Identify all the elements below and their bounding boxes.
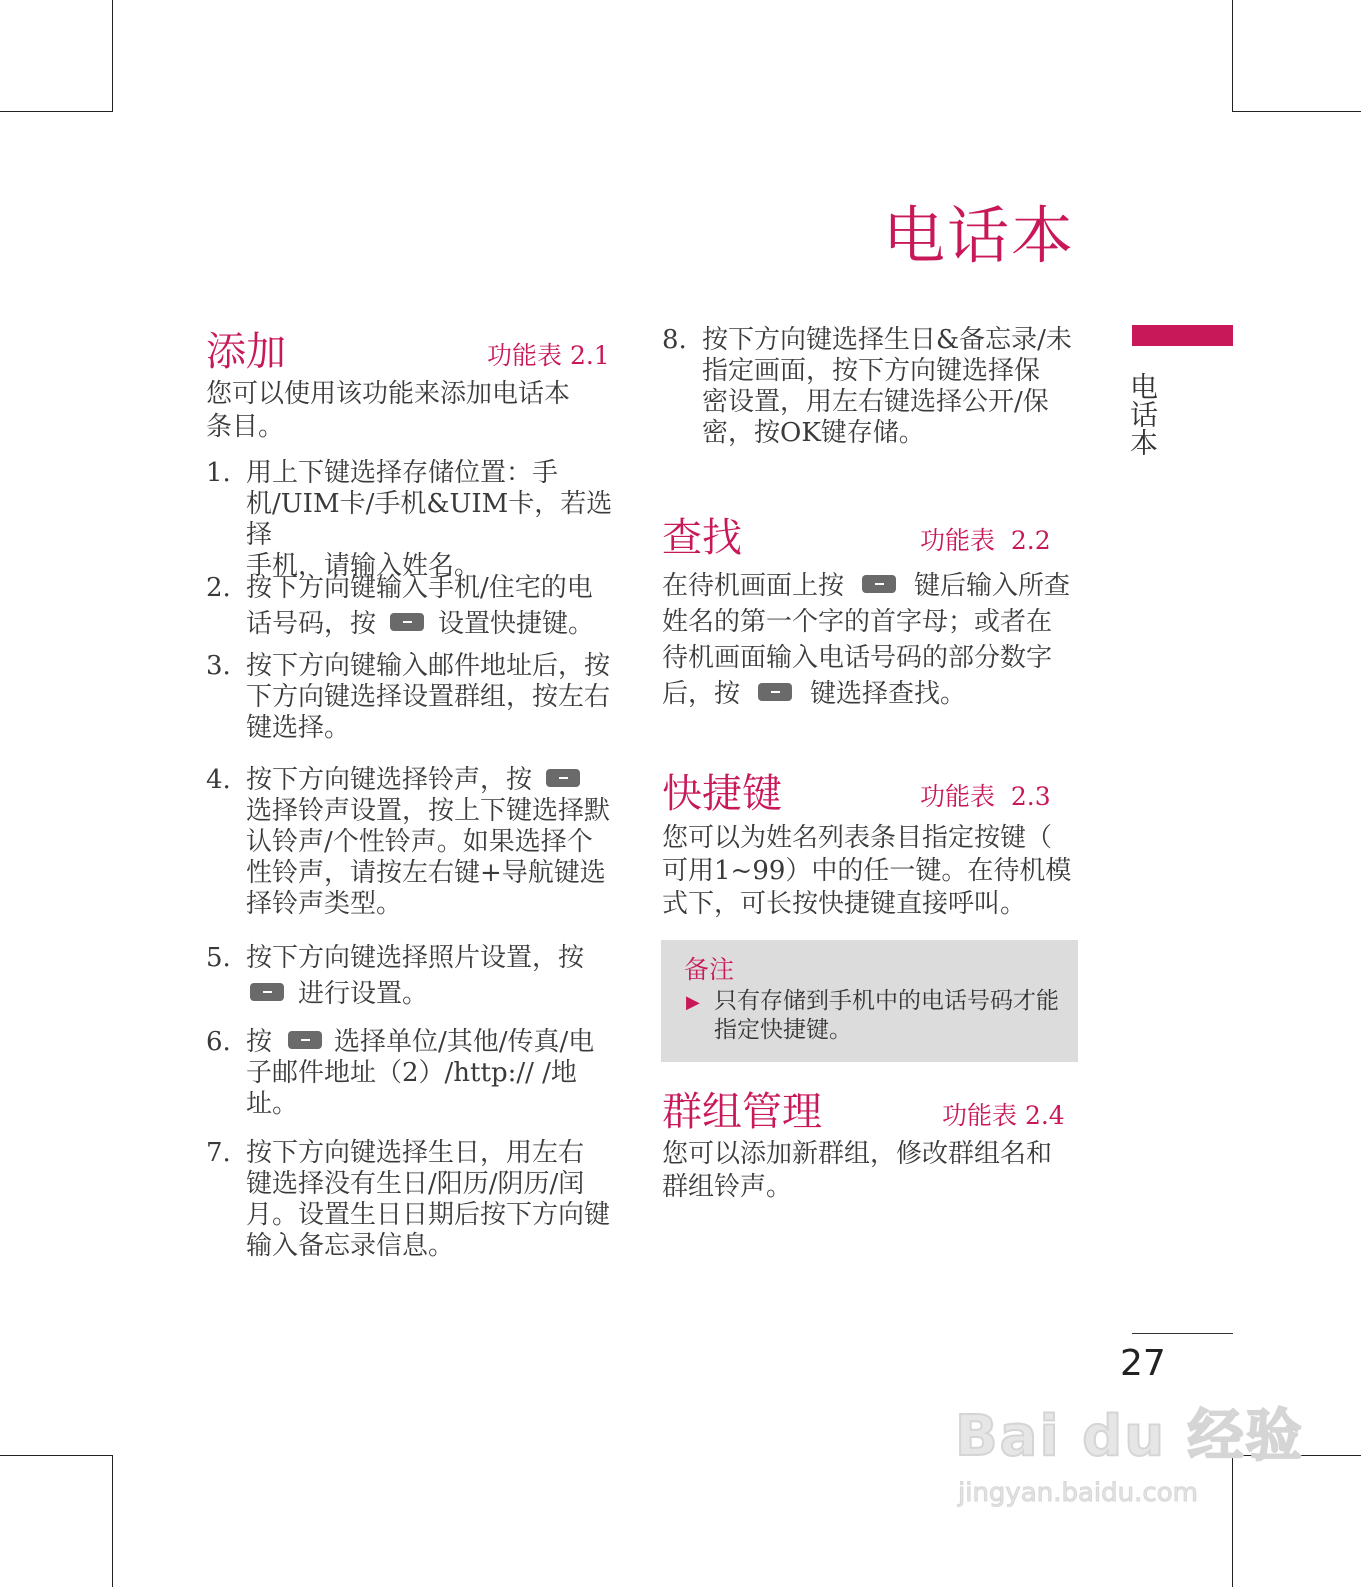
crop-mark — [1232, 111, 1361, 112]
list-item — [206, 651, 616, 746]
step-line: 用上下键选择存储位置：手 — [246, 458, 559, 488]
soft-key-icon — [862, 575, 896, 593]
search-paragraph — [662, 568, 1072, 712]
page-number: 27 — [1120, 1343, 1166, 1384]
groups-paragraph — [662, 1138, 1072, 1204]
step-line: 指定画面，按下方向键选择保 — [702, 356, 1041, 386]
note-line: 只有存储到手机中的电话号码才能 — [714, 988, 1059, 1014]
section-title-groups: 群组管理 — [662, 1089, 822, 1135]
step-line: 键选择没有生日/阳历/阴历/闰 — [246, 1169, 585, 1199]
paragraph-line — [662, 568, 1072, 604]
list-item — [206, 940, 616, 1010]
step-line: 手机，请输入姓名。 — [246, 551, 481, 581]
soft-key-icon — [288, 1031, 322, 1049]
note-text — [714, 987, 1064, 1045]
paragraph-line: 群组铃声。 — [662, 1172, 793, 1202]
menu-ref-search: 功能表 2.2 — [920, 526, 1051, 555]
speed-dial-paragraph — [662, 822, 1072, 921]
step-text: 进行设置。 — [298, 979, 429, 1009]
section-title-search: 查找 — [662, 515, 742, 561]
section-title-speed-dial: 快捷键 — [662, 771, 782, 817]
step-line: 按下方向键选择生日&备忘录/未 — [702, 325, 1072, 355]
baidu-watermark-logo: Bai du 经验 — [955, 1404, 1304, 1469]
step-line — [246, 606, 616, 642]
paragraph-text: 在待机画面上按 — [662, 571, 845, 601]
list-item — [206, 1138, 616, 1266]
step-text: 话号码，按 — [246, 609, 377, 639]
soft-key-icon — [546, 769, 580, 787]
step-line: 址。 — [246, 1089, 299, 1119]
menu-ref-add: 功能表 2.1 — [487, 341, 610, 370]
step-line — [246, 1027, 616, 1058]
step-line: 密设置，用左右键选择公开/保 — [702, 387, 1049, 417]
note-line: 指定快捷键。 — [714, 1017, 852, 1043]
paragraph-line: 您可以添加新群组，修改群组名和 — [662, 1139, 1053, 1169]
step-line: 按下方向键选择生日，用左右 — [246, 1138, 585, 1168]
intro-line: 条目。 — [206, 412, 285, 442]
step-line: 月。设置生日日期后按下方向键 — [246, 1200, 611, 1230]
paragraph-text: 键后输入所查 — [914, 571, 1071, 601]
step-number: 7. — [206, 1138, 231, 1168]
soft-key-icon — [758, 683, 792, 701]
step-line: 子邮件地址（2）/http:// /地 — [246, 1058, 577, 1088]
step-line: 择铃声类型。 — [246, 889, 403, 919]
step-line: 性铃声，请按左右键+导航键选 — [246, 858, 606, 888]
step-line: 按下方向键选择照片设置，按 — [246, 943, 585, 973]
side-tab-bar — [1132, 325, 1233, 346]
step-line — [246, 765, 616, 796]
paragraph-line: 可用1~99）中的任一键。在待机模 — [662, 856, 1072, 886]
list-item — [206, 1027, 616, 1122]
step-line: 机/UIM卡/手机&UIM卡，若选择 — [246, 489, 613, 550]
paragraph-line: 您可以为姓名列表条目指定按键（ — [662, 823, 1053, 853]
list-item — [206, 765, 616, 925]
step-line: 下方向键选择设置群组，按左右 — [246, 682, 611, 712]
step-line — [246, 976, 616, 1012]
step-text: 设置快捷键。 — [438, 609, 595, 639]
menu-ref-speed-dial: 功能表 2.3 — [920, 782, 1051, 811]
bullet-arrow-icon: ▶ — [686, 992, 700, 1013]
step-text: 按下方向键选择铃声，按 — [246, 765, 533, 795]
paragraph-line: 待机画面输入电话号码的部分数字 — [662, 643, 1053, 673]
paragraph-line: 式下，可长按快捷键直接呼叫。 — [662, 889, 1027, 919]
step-line: 选择铃声设置，按上下键选择默 — [246, 796, 611, 826]
list-item — [662, 325, 1072, 453]
paragraph-text: 后，按 — [662, 679, 741, 709]
step-number: 3. — [206, 651, 231, 681]
step-text: 选择单位/其他/传真/电 — [334, 1027, 595, 1057]
crop-mark — [1232, 1455, 1233, 1587]
step-text: 按 — [246, 1027, 273, 1057]
step-line: 按下方向键输入手机/住宅的电 — [246, 573, 593, 603]
step-number: 4. — [206, 765, 231, 795]
soft-key-icon — [250, 983, 284, 1001]
list-item — [206, 458, 616, 581]
note-title: 备注 — [684, 955, 735, 984]
section-title-add: 添加 — [206, 329, 286, 375]
crop-mark — [1232, 0, 1233, 112]
step-line: 密，按OK键存储。 — [702, 418, 925, 448]
intro-line: 您可以使用该功能来添加电话本 — [206, 379, 571, 409]
baidu-watermark-url: jingyan.baidu.com — [958, 1478, 1198, 1508]
crop-mark — [112, 1455, 113, 1587]
step-line: 键选择。 — [246, 713, 351, 743]
paragraph-line — [662, 676, 1072, 712]
paragraph-text: 键选择查找。 — [810, 679, 967, 709]
page-number-rule — [1132, 1333, 1233, 1334]
paragraph-line: 姓名的第一个字的首字母；或者在 — [662, 607, 1053, 637]
step-line: 认铃声/个性铃声。如果选择个 — [246, 827, 593, 857]
step-number: 5. — [206, 943, 231, 973]
side-tab-label: 电话本 — [1126, 372, 1159, 456]
crop-mark — [112, 0, 113, 112]
soft-key-icon — [390, 613, 424, 631]
crop-mark — [0, 111, 112, 112]
step-number: 8. — [662, 325, 687, 355]
step-number: 1. — [206, 458, 231, 488]
step-line: 输入备忘录信息。 — [246, 1231, 455, 1261]
step-number: 6. — [206, 1027, 231, 1057]
list-item — [206, 570, 616, 640]
page-title: 电话本 — [882, 199, 1075, 272]
menu-ref-groups: 功能表 2.4 — [942, 1101, 1065, 1130]
step-number: 2. — [206, 573, 231, 603]
crop-mark — [0, 1455, 112, 1456]
step-line: 按下方向键输入邮件地址后，按 — [246, 651, 611, 681]
